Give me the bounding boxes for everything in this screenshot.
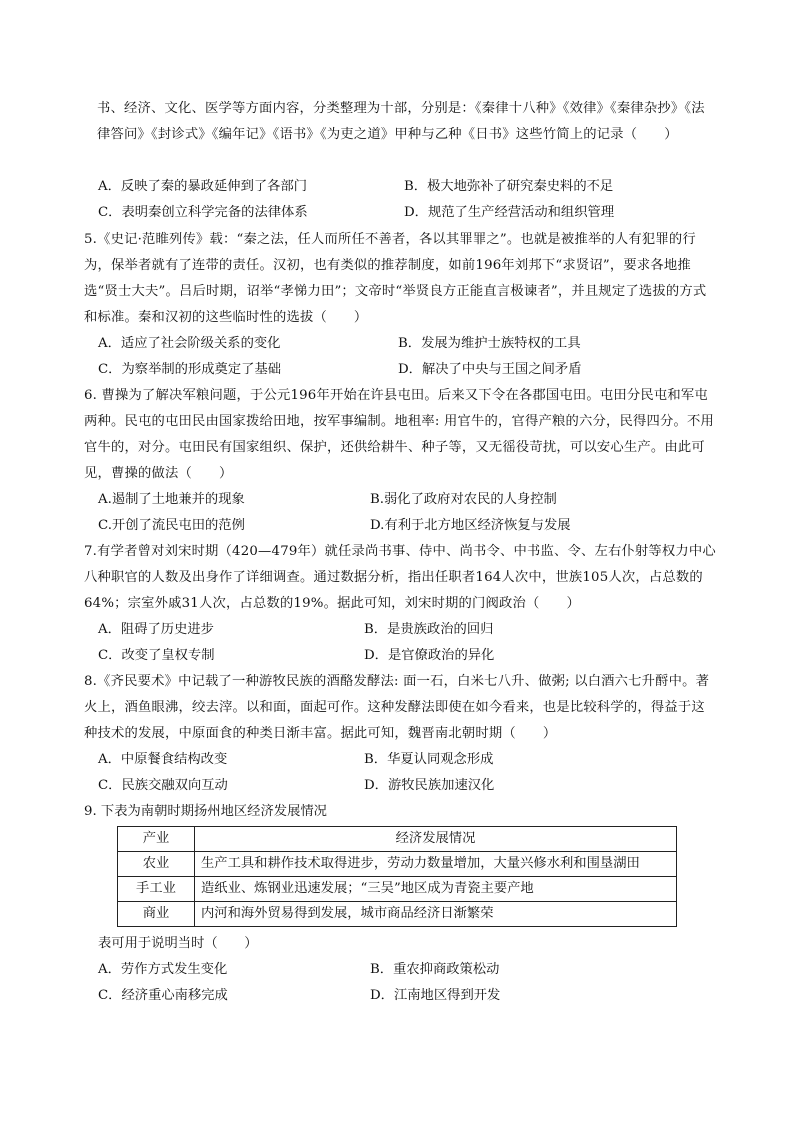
- question-8-stem: 8.《齐民要术》中记载了一种游牧民族的酒酪发酵法: 面一石，白米七八升、做粥; 以白酒六七升酹中。著火上，酒鱼眼沸，绞去滓。以和面，面起可作。这种发酵法即使在如今看来，也是比较科学的，得益于这种技术的发展，中原面食的种类日渐丰富。据此可知，魏晋南北朝时期（ ）: [84, 674, 710, 741]
- table-row: [118, 877, 677, 902]
- option-c: C．表明秦创立科学完备的法律体系: [98, 205, 308, 220]
- option-c: C．为察举制的形成奠定了基础: [98, 362, 282, 377]
- table-cell: 造纸业、炼钢业迅速发展；“三吴”地区成为青瓷主要产地: [195, 877, 677, 902]
- option-d: D．解决了中央与王国之间矛盾: [398, 362, 582, 377]
- question-9-stem: 表可用于说明当时（ ）: [98, 936, 258, 951]
- option-b: B．重农抑商政策松动: [370, 962, 500, 977]
- option-c: C．改变了皇权专制: [98, 648, 215, 663]
- table-row: [118, 852, 677, 877]
- option-d: D．是官僚政治的异化: [364, 648, 495, 663]
- option-b: B.弱化了政府对农民的人身控制: [370, 492, 557, 507]
- table-header-cell: 产业: [118, 827, 195, 852]
- table-row: [118, 902, 677, 927]
- option-d: D．规范了生产经营活动和组织管理: [404, 205, 615, 220]
- table-header-row: [118, 827, 677, 852]
- option-d: D.有利于北方地区经济恢复与发展: [370, 518, 571, 533]
- question-4-continued-stem: 书、经济、文化、医学等方面内容，分类整理为十部，分别是：《秦律十八种》《效律》《秦律杂抄》《法律答问》《封诊式》《编年记》《语书》《为吏之道》甲种与乙种《日书》这些竹简上的记录（ ）: [97, 101, 705, 142]
- option-d: D．江南地区得到开发: [370, 988, 501, 1003]
- question-9-intro: 9. 下表为南朝时期扬州地区经济发展情况: [84, 804, 327, 819]
- option-b: B．是贵族政治的回归: [364, 622, 494, 637]
- option-a: A．阻碍了历史进步: [98, 622, 214, 637]
- question-7-stem: 7.有学者曾对刘宋时期（420—479年）就任录尚书事、侍中、尚书令、中书监、令、左右仆射等权力中心八种职官的人数及出身作了详细调查。通过数据分析，指出任职者164人次中，世族105人次，占总数的64%；宗室外戚31人次，占总数的19%。据此可知，刘宋时期的门阀政治（ ）: [84, 544, 716, 611]
- option-a: A．中原餐食结构改变: [98, 752, 228, 767]
- option-b: B．极大地弥补了研究秦史料的不足: [404, 179, 614, 194]
- table-cell: 农业: [118, 852, 195, 877]
- question-5-stem: 5.《史记·范睢列传》载：“秦之法，任人而所任不善者，各以其罪罪之”。也就是被推举的人有犯罪的行为，保举者就有了连带的责任。汉初，也有类似的推荐制度，如前196年刘邦下“求贤诏”，要求各地推选“贤士大夫”。吕后时期，诏举“孝悌力田”；文帝时“举贤良方正能直言极谏者”，并且规定了选拔的方式和标准。秦和汉初的这些临时性的选拔（ ）: [84, 232, 707, 325]
- question-6-stem: 6. 曹操为了解决军粮问题，于公元196年开始在许县屯田。后来又下令在各郡国屯田。屯田分民屯和军屯两种。民屯的屯田民由国家拨给田地，按军事编制。地租率: 用官牛的，官得产粮的六分，民得四分。不用官牛的，对分。屯田民有国家组织、保护，还供给耕牛、种子等，又无徭役苛扰，可以安心生产。由此可见，曹操的做法（ ）: [84, 388, 714, 481]
- table-cell: 内河和海外贸易得到发展，城市商品经济日渐繁荣: [195, 902, 677, 927]
- option-a: A．劳作方式发生变化: [98, 962, 228, 977]
- option-a: A.遏制了土地兼并的现象: [98, 492, 245, 507]
- option-c: C．民族交融双向互动: [98, 778, 228, 793]
- option-d: D．游牧民族加速汉化: [364, 778, 495, 793]
- option-a: A．反映了秦的暴政延伸到了各部门: [98, 179, 308, 194]
- option-a: A．适应了社会阶级关系的变化: [98, 336, 281, 351]
- option-c: C．经济重心南移完成: [98, 988, 228, 1003]
- table-cell: 手工业: [118, 877, 195, 902]
- table-cell: 生产工具和耕作技术取得进步，劳动力数量增加，大量兴修水利和围垦湖田: [195, 852, 677, 877]
- option-b: B．发展为维护士族特权的工具: [398, 336, 581, 351]
- option-c: C.开创了流民屯田的范例: [98, 518, 245, 533]
- table-cell: 商业: [118, 902, 195, 927]
- economy-table: [117, 826, 677, 927]
- table-header-cell: 经济发展情况: [195, 827, 677, 852]
- option-b: B．华夏认同观念形成: [364, 752, 494, 767]
